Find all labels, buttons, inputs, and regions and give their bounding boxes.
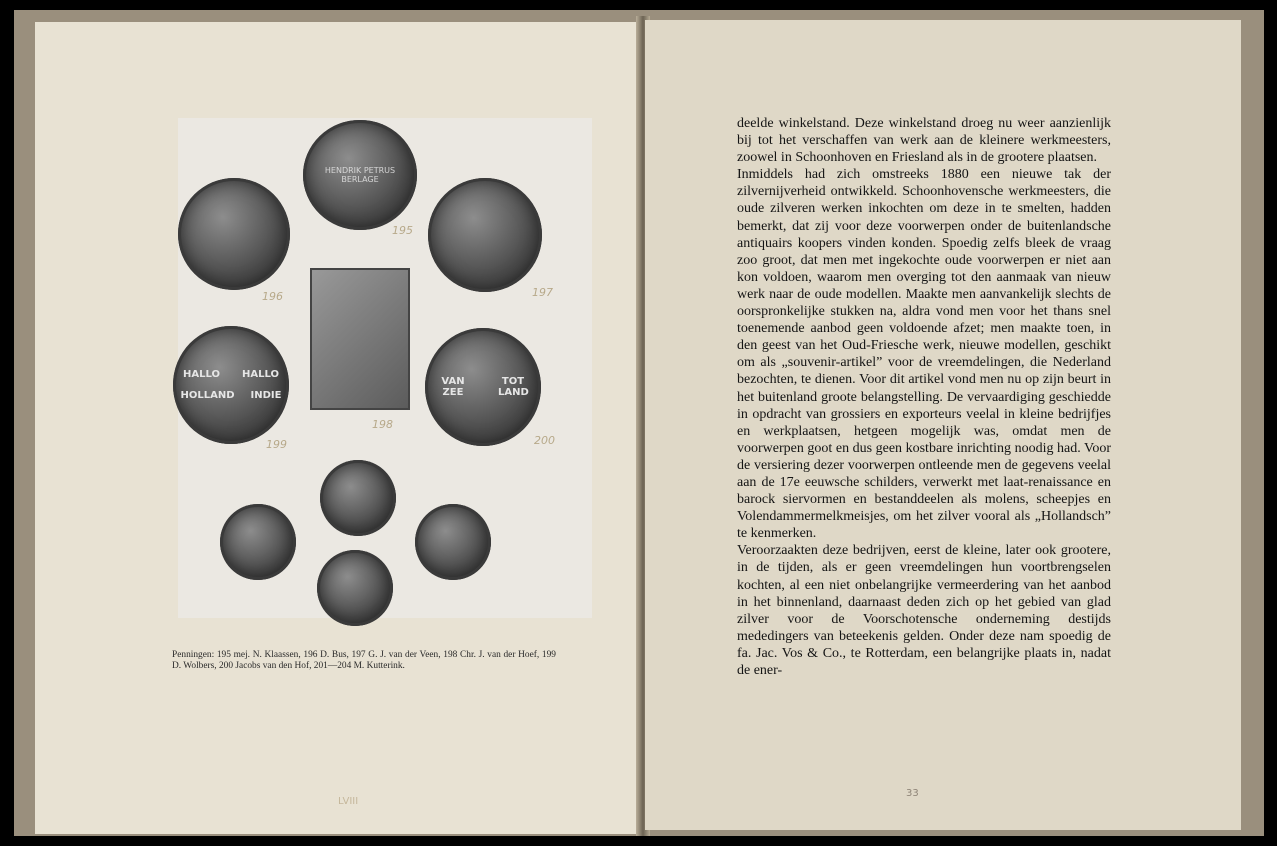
paragraph-1: deelde winkelstand. Deze winkelstand droeg nu weer aanzienlijk bij tot het verschaffen van werk aan de kleinere werkmeesters, zoowel in Schoonhoven en Friesland als in de grootere plaatsen. <box>737 116 1111 166</box>
medal-200-text-a: VAN ZEE <box>441 376 465 398</box>
medal-199-text-d: INDIE <box>250 390 282 401</box>
plate-caption: Penningen: 195 mej. N. Klaassen, 196 D. Bus, 197 G. J. van der Veen, 198 Chr. J. van der Hoef, 199 D. Wolbers, 200 Jacobs van den Hof, 201—204 M. Kutterink. <box>172 650 556 671</box>
handwritten-number-196: 196 <box>262 290 283 303</box>
handwritten-number-200: 200 <box>534 434 555 447</box>
medal-203 <box>415 504 491 580</box>
medal-199-text-a: HALLO <box>183 369 220 380</box>
left-page-mark: LVIII <box>338 796 359 807</box>
handwritten-number-195: 195 <box>392 224 413 237</box>
medal-200 <box>425 328 541 446</box>
medal-199-text-c: HOLLAND <box>180 390 235 401</box>
handwritten-number-198: 198 <box>372 418 393 431</box>
medal-plate <box>178 118 592 618</box>
medal-197 <box>428 178 542 292</box>
handwritten-number-199: 199 <box>266 438 287 451</box>
medal-204 <box>317 550 393 626</box>
medal-198-plaque <box>310 268 410 410</box>
medal-202 <box>220 504 296 580</box>
paragraph-3: Veroorzaakten deze bedrijven, eerst de kleine, later ook grootere, in de tijden, als er geen vreemdelingen hun voortbrengselen kochten, al een niet onbelangrijke vermeerdering van het aanbod in het binnenland, daarnaast deden zich op het gebied van glad zilver voor de Voorschotensche onderneming destijds mededingers van beteekenis gelden. Onder deze nam spoedig de fa. Jac. Vos & Co., te Rotterdam, een belangrijke plaats in, nadat de ener- <box>737 543 1111 678</box>
handwritten-number-197: 197 <box>532 286 553 299</box>
medal-196 <box>178 178 290 290</box>
medal-199 <box>173 326 289 444</box>
medal-195 <box>303 120 417 230</box>
paragraph-2: Inmiddels had zich omstreeks 1880 een nieuwe tak der zilvernijverheid ontwikkeld. Schoonhovensche werkmeesters, die oude zilveren werken inkochten om deze in te smelten, hadden bemerkt, dat zij voor deze voorwerpen onder de buitenlandsche antiquairs koopers vinden konden. Spoedig zelfs bleek de vraag zoo groot, dat men met ingekochte oude voorwerpen er niet aan kon voldoen, waarom men overging tot den aanmaak van nieuw werk naar de oude modellen. Maakte men aanvankelijk slechts de oorspronkelijke stukken na, aldra vond men voor het thans snel toenemende aanbod geen voldoende afzet; men maakte toen, in den geest van het Oud-Friesche werk, nieuwe modellen, geschikt om als „souvenir-artikel” voor de vreemdelingen, die Nederland bezochten, te dienen. Voor dit artikel vond men nu op zijn beurt in het buitenland groote belangstelling. De vervaardiging geschiedde in opdracht van grossiers en exporteurs veelal in kleine bedrijfjes en werkplaatsen, hetgeen mogelijk was, omdat men de voorwerpen goot en dus geen kostbare inrichting noodig had. Voor de versiering dezer voorwerpen ontleende men de gegevens veelal aan de 17e eeuwsche schilders, verwerkt met laat-renaissance en barock siervormen en bestanddeelen als molens, scheepjes en Volendammermelkmeisjes, om het zilver vooral als „Hollandsch” te kenmerken. <box>737 167 1111 542</box>
medal-200-text-b: TOT LAND <box>498 376 529 398</box>
medal-201 <box>320 460 396 536</box>
medal-195-inscription: HENDRIK PETRUS BERLAGE <box>324 166 396 184</box>
medal-199-text-b: HALLO <box>242 369 279 380</box>
right-page-body <box>737 115 1111 679</box>
right-page-number: 33 <box>906 788 919 799</box>
